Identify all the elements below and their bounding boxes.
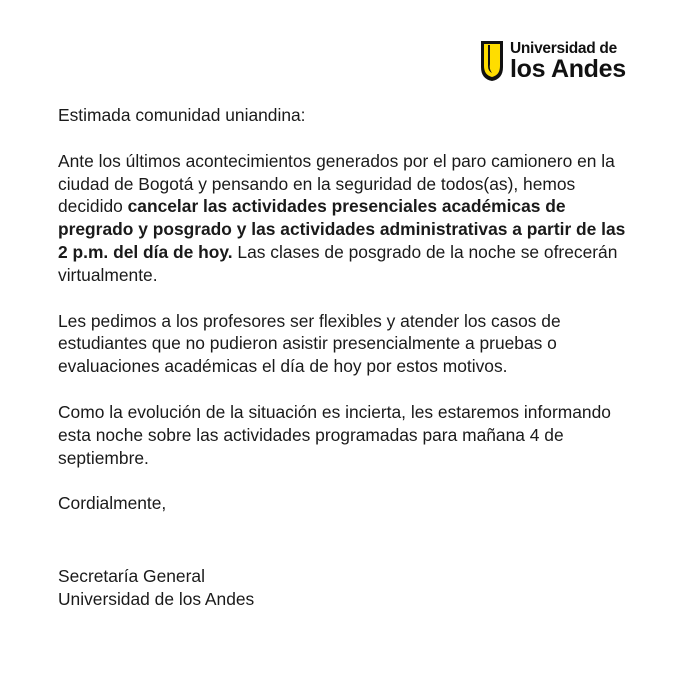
paragraph-1 — [58, 150, 638, 287]
logo-line2: los Andes — [510, 55, 626, 83]
shield-logo-icon — [480, 40, 504, 82]
signature — [58, 565, 638, 611]
paragraph-1-tail: Las clases de posgrado de la noche se ofrecerán virtualmente. — [58, 241, 618, 285]
paragraph-1-bold: cancelar las actividades presenciales académicas de pregrado y posgrado y las actividades administrativas a partir de las 2 p.m. del día de hoy. — [58, 196, 626, 262]
paragraph-2: Les pedimos a los profesores ser flexibles y atender los casos de estudiantes que no pudieron asistir presencialmente a pruebas o evaluaciones académicas el día de hoy por estos motivos. — [58, 310, 561, 377]
signature-line-2: Universidad de los Andes — [58, 588, 255, 609]
paragraph-1-text: Ante los últimos acontecimientos generados por el paro camionero en la ciudad de Bogotá y pensando en la seguridad de todos(as), hemos decidido — [58, 150, 615, 217]
university-logo — [480, 40, 640, 84]
paragraph-3: Como la evolución de la situación es incierta, les estaremos informando esta noche sobre las actividades programadas para mañana 4 de septiembre. — [58, 401, 611, 468]
salutation: Estimada comunidad uniandina: — [58, 105, 306, 125]
logo-line1: Universidad de — [510, 40, 617, 57]
signature-line-1: Secretaría General — [58, 566, 205, 587]
letter-body — [58, 104, 638, 611]
logo-wordmark — [510, 40, 626, 82]
closing: Cordialmente, — [58, 493, 167, 514]
